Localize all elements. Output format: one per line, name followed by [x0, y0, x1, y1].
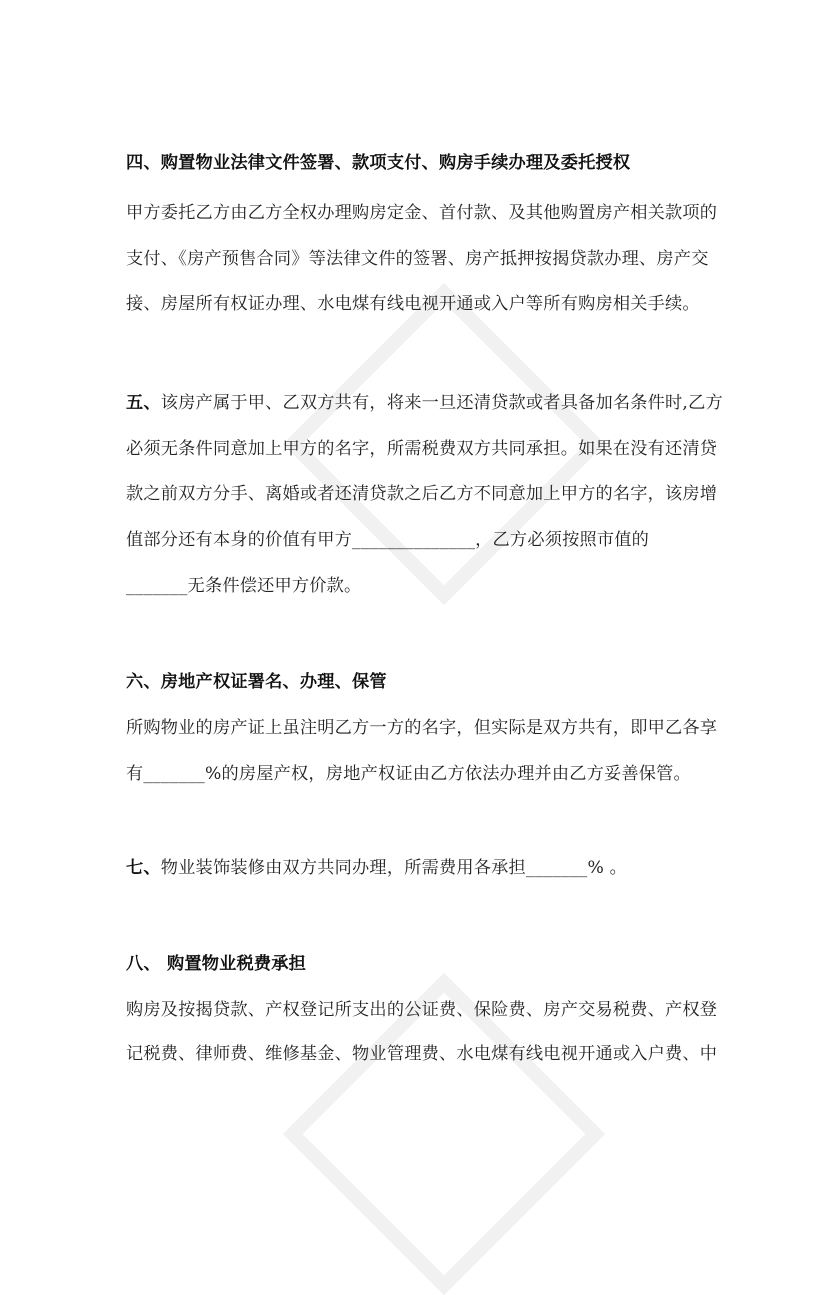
- section-6-line: 所购物业的房产证上虽注明乙方一方的名字，但实际是双方共有，即甲乙各享: [126, 718, 718, 738]
- section-8-line: 购房及按揭贷款、产权登记所支出的公证费、保险费、房产交易税费、产权登: [126, 1000, 718, 1020]
- section-5-prefix: 五、: [126, 393, 161, 413]
- section-8-heading: 八、 购置物业税费承担: [126, 954, 307, 974]
- section-6-heading: 六、房地产权证署名、办理、保管: [126, 672, 387, 692]
- section-5-line: 必须无条件同意加上甲方的名字，所需税费双方共同承担。如果在没有还清贷: [126, 439, 718, 459]
- section-5-line: 值部分还有本身的价值有甲方______________，乙方必须按照市值的: [126, 530, 650, 550]
- section-7-prefix: 七、: [126, 858, 161, 878]
- section-4-line: 接、房屋所有权证办理、水电煤有线电视开通或入户等所有购房相关手续。: [126, 294, 700, 314]
- section-4-line: 甲方委托乙方由乙方全权办理购房定金、首付款、及其他购置房产相关款项的: [126, 203, 718, 223]
- section-5-line: 款之前双方分手、离婚或者还清贷款之后乙方不同意加上甲方的名字，该房增: [126, 484, 718, 504]
- section-4-line: 支付、《房产预售合同》等法律文件的签署、房产抵押按揭贷款办理、房产交: [126, 249, 709, 269]
- section-8-line: 记税费、律师费、维修基金、物业管理费、水电煤有线电视开通或入户费、中: [126, 1044, 718, 1064]
- section-6-line: 有_______%的房屋产权，房地产权证由乙方依法办理并由乙方妥善保管。: [126, 764, 691, 784]
- section-7-text: 物业装饰装修由双方共同办理，所需费用各承担_______% 。: [160, 858, 628, 878]
- section-4-heading: 四、购置物业法律文件签署、款项支付、购房手续办理及委托授权: [126, 153, 631, 173]
- section-5-text: 该房产属于甲、乙双方共有，将来一旦还清贷款或者具备加名条件时,乙方: [160, 393, 723, 413]
- section-7-line: [126, 856, 627, 880]
- section-5-line: _______无条件偿还甲方价款。: [126, 576, 362, 596]
- section-5-line: [126, 391, 723, 415]
